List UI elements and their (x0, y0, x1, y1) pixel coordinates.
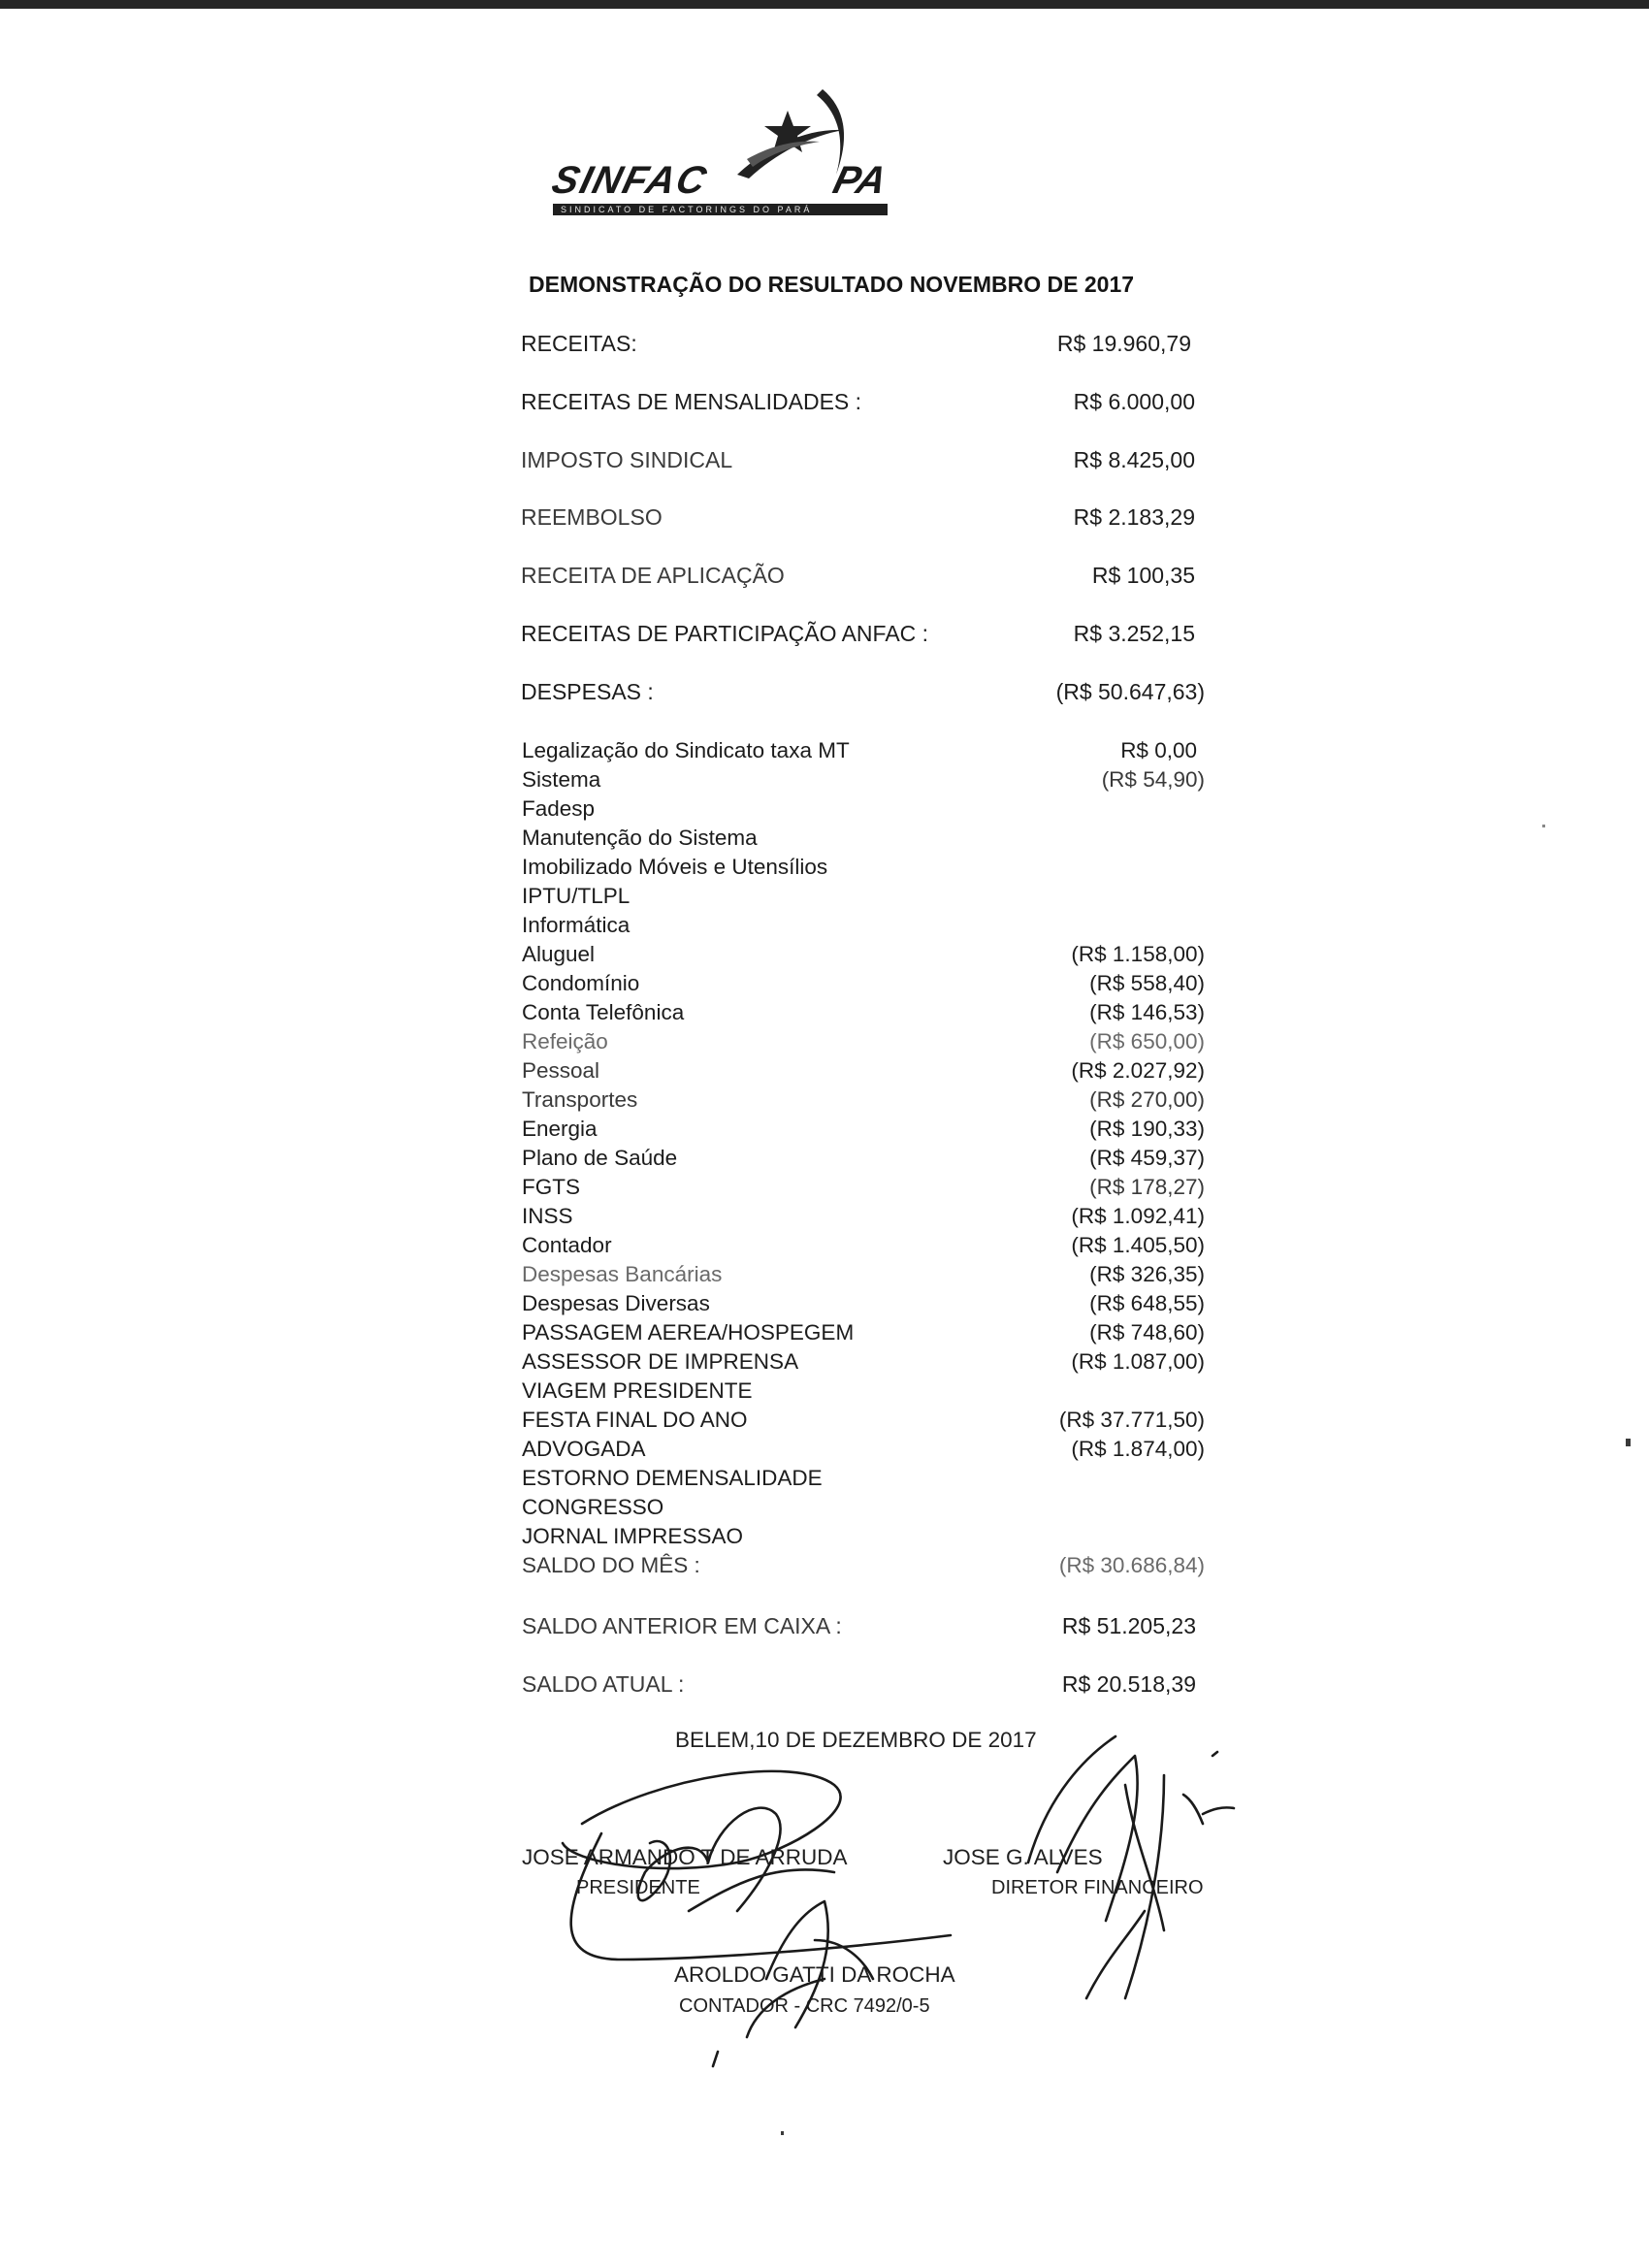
expense-label: JORNAL IMPRESSAO (522, 1524, 743, 1548)
scan-speck (1626, 1439, 1631, 1446)
expense-label: Aluguel (522, 942, 596, 966)
row-label: RECEITA DE APLICAÇÃO (521, 563, 785, 588)
row-value: R$ 8.425,00 (1073, 447, 1195, 472)
row-label: RECEITAS DE PARTICIPAÇÃO ANFAC : (521, 621, 929, 646)
signatory-role: CONTADOR - CRC 7492/0-5 (679, 1995, 930, 2017)
expense-row (522, 1377, 1205, 1406)
expense-row (522, 1493, 1205, 1522)
expense-value: (R$ 54,90) (1101, 767, 1205, 792)
signatory-name: JOSE ARMANDO T DE ARRUDA (522, 1845, 848, 1869)
expense-value: (R$ 650,00) (1089, 1029, 1205, 1053)
expense-label: Contador (522, 1233, 612, 1257)
summary-row-anfac (521, 619, 1205, 648)
scan-speck (1542, 825, 1545, 827)
expense-label: Manutenção do Sistema (522, 826, 758, 850)
expense-row (522, 1347, 1205, 1377)
expense-label: Legalização do Sindicato taxa MT (522, 738, 850, 762)
summary-row-receitas (521, 329, 1205, 358)
expense-label: Despesas Bancárias (522, 1262, 723, 1286)
signatory-role: DIRETOR FINANCEIRO (991, 1877, 1204, 1898)
expense-label: Condomínio (522, 971, 640, 995)
expense-label: CONGRESSO (522, 1495, 664, 1519)
expense-row (522, 1522, 1205, 1551)
summary-row-imposto (521, 445, 1205, 474)
expense-label: IPTU/TLPL (522, 884, 630, 908)
expense-label: Pessoal (522, 1058, 600, 1083)
expense-value: (R$ 648,55) (1089, 1291, 1205, 1315)
expense-value: (R$ 459,37) (1089, 1146, 1205, 1170)
row-value: R$ 2.183,29 (1073, 504, 1195, 530)
row-value: R$ 19.960,79 (1056, 331, 1191, 356)
expense-label: FESTA FINAL DO ANO (522, 1408, 748, 1432)
row-value: R$ 20.518,39 (1061, 1671, 1196, 1697)
expense-row (522, 1435, 1205, 1464)
document-title: DEMONSTRAÇÃO DO RESULTADO NOVEMBRO DE 2017 (529, 272, 1135, 297)
expense-label: ESTORNO DEMENSALIDADE (522, 1466, 823, 1490)
row-label: RECEITAS: (521, 331, 637, 356)
row-value: R$ 3.252,15 (1073, 621, 1195, 646)
expense-row (522, 1289, 1205, 1318)
expense-row (522, 853, 1205, 882)
expense-value: (R$ 748,60) (1089, 1320, 1205, 1345)
summary-row-despesas (521, 677, 1205, 706)
signatory-name: JOSE G. ALVES (943, 1845, 1103, 1869)
expense-row (522, 794, 1205, 824)
expense-value: (R$ 2.027,92) (1071, 1058, 1205, 1083)
expense-value: (R$ 1.087,00) (1071, 1349, 1205, 1374)
row-value: R$ 6.000,00 (1073, 389, 1195, 414)
logo-name-left: SINFAC (547, 159, 713, 202)
expense-row (522, 1406, 1205, 1435)
row-value: (R$ 50.647,63) (1055, 679, 1205, 704)
place-date: BELEM,10 DE DEZEMBRO DE 2017 (675, 1728, 1037, 1752)
expense-row (522, 1056, 1205, 1085)
row-label: RECEITAS DE MENSALIDADES : (521, 389, 862, 414)
expense-row (522, 940, 1205, 969)
logo-tagline: SINDICATO DE FACTORINGS DO PARÁ (561, 205, 813, 214)
expense-value: (R$ 146,53) (1089, 1000, 1205, 1024)
expense-row (522, 1115, 1205, 1144)
summary-row-aplicacao (521, 561, 1205, 590)
expense-value: (R$ 1.158,00) (1071, 942, 1205, 966)
expense-label: FGTS (522, 1175, 580, 1199)
expense-row (522, 1085, 1205, 1115)
expense-row (522, 969, 1205, 998)
expense-row (522, 765, 1205, 794)
expense-row (522, 1173, 1205, 1202)
expense-value: (R$ 270,00) (1089, 1087, 1205, 1112)
expense-label: ADVOGADA (522, 1437, 646, 1461)
summary-row-mensalidades (521, 387, 1205, 416)
expense-value: (R$ 1.405,50) (1071, 1233, 1205, 1257)
scan-speck (781, 2131, 784, 2135)
summary-row-saldo-anterior (522, 1611, 1206, 1640)
expense-value: (R$ 178,27) (1089, 1175, 1205, 1199)
signatory-name: AROLDO GATTI DA ROCHA (674, 1962, 955, 1987)
row-label: IMPOSTO SINDICAL (521, 447, 733, 472)
expense-row (522, 998, 1205, 1027)
logo-tagline-bar (553, 204, 888, 215)
expense-value: (R$ 326,35) (1089, 1262, 1205, 1286)
summary-row-saldo-atual (522, 1669, 1206, 1699)
expense-row (522, 736, 1205, 765)
expense-label: Imobilizado Móveis e Utensílios (522, 855, 828, 879)
row-value: R$ 51.205,23 (1061, 1613, 1196, 1638)
expense-label: Plano de Saúde (522, 1146, 678, 1170)
expense-label: Energia (522, 1117, 598, 1141)
row-label: DESPESAS : (521, 679, 654, 704)
scan-top-edge (0, 0, 1649, 9)
expense-row (522, 1202, 1205, 1231)
expense-label: Informática (522, 913, 630, 937)
expense-value: (R$ 190,33) (1089, 1117, 1205, 1141)
star-swoosh-icon (728, 89, 854, 186)
expense-row (522, 911, 1205, 940)
row-label: SALDO ATUAL : (522, 1671, 685, 1697)
expense-row-saldo-mes (522, 1551, 1205, 1580)
expense-label: VIAGEM PRESIDENTE (522, 1378, 753, 1403)
expense-label: SALDO DO MÊS : (522, 1553, 700, 1577)
expense-label: Sistema (522, 767, 601, 792)
expense-value: (R$ 37.771,50) (1058, 1408, 1205, 1432)
expense-label: Despesas Diversas (522, 1291, 710, 1315)
expense-row (522, 1144, 1205, 1173)
row-value: R$ 100,35 (1091, 563, 1195, 588)
expense-label: Transportes (522, 1087, 638, 1112)
expense-value: R$ 0,00 (1120, 738, 1197, 762)
expense-row (522, 1231, 1205, 1260)
expense-label: INSS (522, 1204, 573, 1228)
row-label: REEMBOLSO (521, 504, 663, 530)
row-label: SALDO ANTERIOR EM CAIXA : (522, 1613, 842, 1638)
expense-label: Fadesp (522, 796, 596, 821)
logo-name-right: PA (828, 159, 891, 202)
expense-row (522, 1027, 1205, 1056)
sinfac-logo (547, 89, 892, 214)
expense-value: (R$ 558,40) (1089, 971, 1205, 995)
expense-label: PASSAGEM AEREA/HOSPEGEM (522, 1320, 855, 1345)
expense-row (522, 1318, 1205, 1347)
expense-row (522, 1464, 1205, 1493)
expense-label: Conta Telefônica (522, 1000, 685, 1024)
expense-value: (R$ 1.874,00) (1071, 1437, 1205, 1461)
expense-label: ASSESSOR DE IMPRENSA (522, 1349, 799, 1374)
handwritten-signatures (543, 1717, 1242, 2086)
expense-row (522, 1260, 1205, 1289)
expense-value: (R$ 30.686,84) (1058, 1553, 1205, 1577)
expense-label: Refeição (522, 1029, 608, 1053)
signatory-role: PRESIDENTE (576, 1877, 700, 1898)
expense-value: (R$ 1.092,41) (1071, 1204, 1205, 1228)
summary-row-reembolso (521, 502, 1205, 532)
expense-row (522, 882, 1205, 911)
expense-row (522, 824, 1205, 853)
